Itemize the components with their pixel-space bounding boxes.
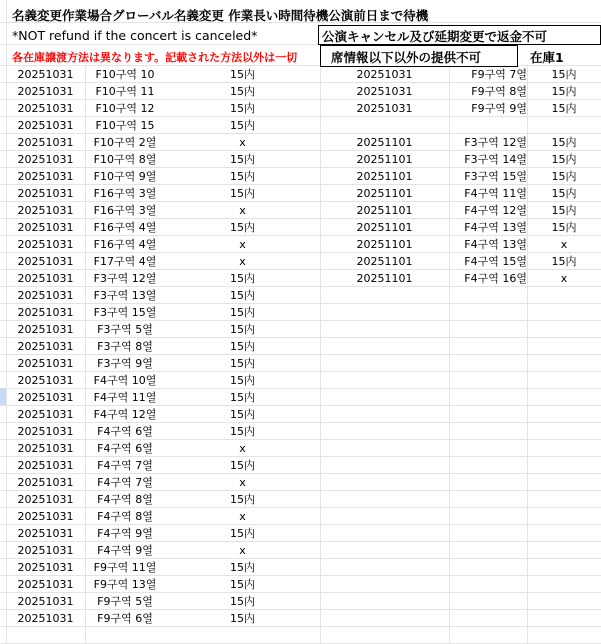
cell-status[interactable]: x [239, 255, 246, 268]
cell-seat[interactable]: F9구역 6열 [97, 612, 153, 625]
cell-seat[interactable]: F4구역 12열 [93, 408, 157, 421]
cell-status[interactable]: x [239, 544, 246, 557]
cell-seat[interactable]: F10구역 12 [95, 102, 155, 115]
cell-seat[interactable]: F9구역 9열 [471, 102, 527, 115]
cell-date[interactable]: 20251031 [17, 204, 74, 217]
cell-status[interactable]: 15内 [230, 85, 255, 98]
cell-status[interactable]: 15内 [230, 170, 255, 183]
cell-seat[interactable]: F4구역 15열 [464, 255, 527, 268]
cell-status[interactable]: 15内 [551, 153, 577, 166]
cell-status[interactable]: x [560, 238, 568, 251]
cell-status[interactable]: 15内 [230, 187, 255, 200]
cell-date[interactable]: 20251031 [17, 544, 74, 557]
cell-seat[interactable]: F4구역 11열 [93, 391, 157, 404]
cell-date[interactable]: 20251031 [17, 527, 74, 540]
cell-status[interactable]: 15内 [230, 578, 255, 591]
cell-status[interactable]: 15内 [551, 255, 577, 268]
cell-seat[interactable]: F3구역 12열 [464, 136, 527, 149]
cell-status[interactable]: 15内 [230, 459, 255, 472]
cell-date[interactable]: 20251031 [17, 272, 74, 285]
notice-no-refund[interactable]: *NOT refund if the concert is canceled* [12, 28, 258, 43]
cell-status[interactable]: 15内 [230, 153, 255, 166]
cell-seat[interactable]: F9구역 13열 [93, 578, 157, 591]
notice-seat-box[interactable] [320, 45, 518, 67]
cell-seat[interactable]: F17구역 4열 [93, 255, 157, 268]
cell-status[interactable]: 15内 [551, 187, 577, 200]
cell-seat[interactable]: F10구역 10 [95, 68, 155, 81]
cell-seat[interactable]: F9구역 8열 [471, 85, 527, 98]
cell-seat[interactable]: F3구역 13열 [93, 289, 157, 302]
cell-seat[interactable]: F3구역 15열 [93, 306, 157, 319]
cell-date[interactable]: 20251031 [17, 510, 74, 523]
cell-date[interactable]: 20251031 [17, 408, 74, 421]
cell-date[interactable]: 20251031 [17, 255, 74, 268]
cell-status[interactable]: 15内 [551, 221, 577, 234]
cell-seat[interactable]: F4구역 12열 [464, 204, 527, 217]
cell-status[interactable]: x [239, 204, 246, 217]
cell-seat[interactable]: F9구역 5열 [97, 595, 153, 608]
cell-date[interactable]: 20251031 [17, 153, 74, 166]
cell-date[interactable]: 20251031 [17, 306, 74, 319]
cell-seat[interactable]: F16구역 3열 [93, 187, 157, 200]
cell-seat[interactable]: F16구역 4열 [93, 238, 157, 251]
cell-seat[interactable]: F4구역 7열 [97, 459, 153, 472]
cell-seat[interactable] [449, 117, 527, 134]
cell-seat[interactable]: F4구역 9열 [97, 544, 153, 557]
cell-seat[interactable]: F4구역 8열 [97, 493, 153, 506]
cell-seat[interactable]: F3구역 8열 [97, 340, 153, 353]
cell-date[interactable]: 20251031 [17, 68, 74, 81]
cell-date[interactable]: 20251101 [356, 204, 413, 217]
cell-status[interactable]: x [560, 272, 568, 285]
cell-status[interactable]: 15内 [230, 272, 255, 285]
cell-status[interactable]: x [239, 442, 246, 455]
cell-date[interactable]: 20251031 [17, 476, 74, 489]
cell-status[interactable]: 15内 [551, 85, 577, 98]
cell-seat[interactable]: F10구역 15 [95, 119, 155, 132]
cell-date[interactable]: 20251031 [17, 136, 74, 149]
notice-cancel-text: 公演キャンセル及び延期変更で返金不可 [322, 29, 548, 44]
cell-seat[interactable]: F4구역 10열 [93, 374, 157, 387]
cell-status[interactable]: x [239, 238, 246, 251]
cell-status[interactable]: 15内 [230, 595, 255, 608]
cell-seat[interactable]: F10구역 2열 [93, 136, 157, 149]
cell-seat[interactable]: F3구역 5열 [97, 323, 153, 336]
cell-status[interactable]: 15内 [230, 68, 255, 81]
cell-seat[interactable]: F9구역 11열 [93, 561, 157, 574]
cell-date[interactable]: 20251031 [356, 68, 413, 81]
cell-date[interactable]: 20251031 [17, 391, 74, 404]
cell-seat[interactable]: F4구역 13열 [464, 221, 527, 234]
cell-status[interactable]: 15内 [551, 102, 577, 115]
cell-date[interactable]: 20251101 [356, 187, 413, 200]
cell-date[interactable]: 20251101 [356, 238, 413, 251]
cell-status[interactable]: 15内 [551, 170, 577, 183]
cell-status[interactable]: 15内 [230, 340, 255, 353]
cell-status[interactable]: 15内 [551, 204, 577, 217]
grid-line [0, 44, 320, 45]
cell-date[interactable]: 20251101 [356, 170, 413, 183]
cell-date[interactable]: 20251031 [17, 238, 74, 251]
stock-label[interactable]: 在庫1 [530, 50, 564, 65]
cell-seat[interactable]: F9구역 7열 [471, 68, 527, 81]
cell-status[interactable]: 15内 [230, 306, 255, 319]
sheet-title[interactable]: 名義変更作業場合グローバル名義変更 作業長い時間待機公演前日まで待機 [12, 8, 429, 23]
cell-date[interactable]: 20251031 [17, 442, 74, 455]
cell-date[interactable]: 20251031 [17, 374, 74, 387]
cell-status[interactable]: 15内 [551, 136, 577, 149]
cell-seat[interactable]: F4구역 11열 [464, 187, 527, 200]
cell-seat[interactable]: F10구역 11 [95, 85, 155, 98]
cell-seat[interactable]: F3구역 14열 [464, 153, 527, 166]
cell-date[interactable] [320, 117, 449, 134]
cell-date[interactable]: 20251031 [17, 357, 74, 370]
cell-status[interactable]: 15内 [230, 493, 255, 506]
cell-status[interactable]: 15内 [230, 374, 255, 387]
cell-date[interactable]: 20251031 [17, 289, 74, 302]
cell-seat[interactable]: F10구역 8열 [93, 153, 157, 166]
cell-seat[interactable]: F4구역 8열 [97, 510, 153, 523]
cell-seat[interactable]: F3구역 12열 [93, 272, 157, 285]
cell-date[interactable]: 20251031 [17, 119, 74, 132]
cell-status[interactable]: 15内 [230, 289, 255, 302]
cell-seat[interactable]: F16구역 4열 [93, 221, 157, 234]
cell-status[interactable]: 15内 [230, 425, 255, 438]
cell-date[interactable]: 20251031 [17, 459, 74, 472]
cell-date[interactable]: 20251031 [17, 493, 74, 506]
cell-status[interactable]: 15内 [551, 68, 577, 81]
notice-transfer-method[interactable]: 各在庫譲渡方法は異なります。記載された方法以外は一切 [12, 51, 298, 64]
cell-status[interactable]: 15内 [230, 102, 255, 115]
cell-date[interactable]: 20251031 [17, 85, 74, 98]
cell-seat[interactable]: F4구역 6열 [97, 442, 153, 455]
cell-status[interactable]: x [239, 510, 246, 523]
cell-date[interactable]: 20251031 [17, 221, 74, 234]
cell-seat[interactable]: F4구역 16열 [464, 272, 527, 285]
cell-date[interactable]: 20251101 [356, 136, 413, 149]
cell-seat[interactable]: F3구역 9열 [97, 357, 153, 370]
cell-date[interactable]: 20251031 [17, 323, 74, 336]
cell-date[interactable]: 20251031 [17, 170, 74, 183]
cell-date[interactable]: 20251031 [17, 612, 74, 625]
notice-cancel-box[interactable] [318, 25, 601, 45]
cell-seat[interactable]: F4구역 7열 [97, 476, 153, 489]
cell-date[interactable]: 20251031 [17, 425, 74, 438]
cell-date[interactable]: 20251031 [17, 340, 74, 353]
cell-status[interactable] [527, 117, 601, 134]
cell-status[interactable]: 15内 [230, 221, 255, 234]
cell-status[interactable]: 15内 [230, 391, 255, 404]
cell-seat[interactable]: F4구역 13열 [464, 238, 527, 251]
cell-status[interactable]: 15内 [230, 408, 255, 421]
cell-status[interactable]: x [239, 136, 246, 149]
cell-date[interactable]: 20251031 [17, 578, 74, 591]
cell-status[interactable]: 15内 [230, 561, 255, 574]
cell-date[interactable]: 20251101 [356, 272, 413, 285]
cell-seat[interactable]: F4구역 9열 [97, 527, 153, 540]
cell-status[interactable]: 15内 [230, 357, 255, 370]
cell-status[interactable]: 15内 [230, 612, 255, 625]
cell-status[interactable]: x [239, 476, 246, 489]
cell-date[interactable]: 20251031 [356, 102, 413, 115]
cell-date[interactable]: 20251031 [17, 561, 74, 574]
grid-line [6, 0, 7, 65]
cell-date[interactable]: 20251031 [17, 187, 74, 200]
cell-seat[interactable]: F10구역 9열 [93, 170, 157, 183]
cell-seat[interactable]: F3구역 15열 [464, 170, 527, 183]
cell-status[interactable]: 15内 [230, 323, 255, 336]
cell-seat[interactable]: F16구역 3열 [93, 204, 157, 217]
cell-status[interactable]: 15内 [230, 119, 255, 132]
cell-date[interactable]: 20251101 [356, 255, 413, 268]
cell-date[interactable]: 20251031 [356, 85, 413, 98]
cell-status[interactable]: 15内 [230, 527, 255, 540]
notice-seat-text: 席情報以下以外の提供不可 [331, 50, 482, 65]
cell-seat[interactable]: F4구역 6열 [97, 425, 153, 438]
cell-date[interactable]: 20251031 [17, 102, 74, 115]
cell-date[interactable]: 20251101 [356, 221, 413, 234]
cell-date[interactable]: 20251101 [356, 153, 413, 166]
cell-date[interactable]: 20251031 [17, 595, 74, 608]
